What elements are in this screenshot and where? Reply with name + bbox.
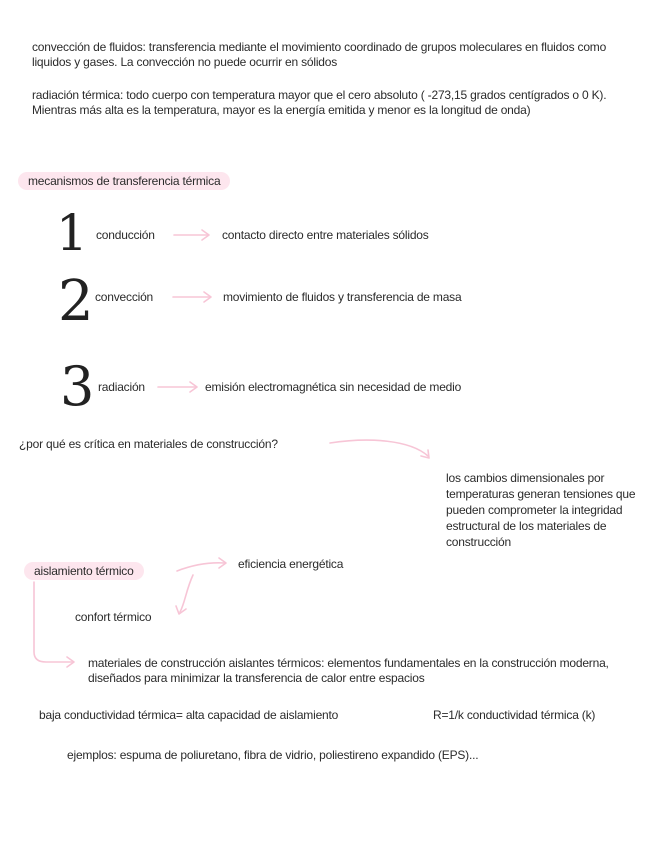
mechanism-desc-conduccion: contacto directo entre materiales sólidos xyxy=(222,228,429,242)
question-answer: los cambios dimensionales por temperaturas generan tensiones que pueden comprometer la integridad estructural de los materiales de construcción xyxy=(446,471,636,549)
radiacion-paragraph: radiación térmica: todo cuerpo con temperatura mayor que el cero absoluto ( -273,15 grados centígrados o 0 K). Mientras más alta es la temperatura, mayor es la energía emitida y menor es la longitud de onda) xyxy=(32,88,607,117)
arrow-materials xyxy=(34,582,74,667)
arrow-efficiency xyxy=(177,558,226,571)
mechanism-desc-radiacion: emisión electromagnética sin necesidad de medio xyxy=(205,380,462,394)
insulation-heading: aislamiento térmico xyxy=(24,562,144,580)
arrow-radiacion xyxy=(158,382,197,392)
conveccion-paragraph: convección de fluidos: transferencia mediante el movimiento coordinado de grupos moleculares en fluidos como liquidos y gases. La convección no puede ocurrir en sólidos xyxy=(32,40,607,69)
mechanisms-heading: mecanismos de transferencia térmica xyxy=(18,172,230,190)
arrow-conduccion xyxy=(174,230,209,240)
arrow-question xyxy=(330,440,429,458)
arrow-comfort xyxy=(176,575,193,614)
conductivity-text: baja conductividad térmica= alta capacidad de aislamiento xyxy=(39,708,339,722)
examples-text: ejemplos: espuma de poliuretano, fibra de vidrio, poliestireno expandido (EPS)... xyxy=(67,748,479,762)
mechanism-number-1: 1 xyxy=(56,204,88,262)
materials-paragraph: materiales de construcción aislantes térmicos: elementos fundamentales en la construcción moderna, diseñados para minimizar la transferencia de calor entre espacios xyxy=(88,656,609,685)
mechanism-number-3: 3 xyxy=(60,355,95,418)
mechanism-name-radiacion: radiación xyxy=(98,380,145,394)
comfort-label: confort térmico xyxy=(75,610,152,624)
mechanism-desc-conveccion: movimiento de fluidos y transferencia de masa xyxy=(223,290,462,304)
efficiency-label: eficiencia energética xyxy=(238,557,344,571)
arrow-conveccion xyxy=(173,292,211,302)
mechanism-number-2: 2 xyxy=(58,269,94,334)
question-text: ¿por qué es crítica en materiales de construcción? xyxy=(19,437,278,451)
mechanism-name-conveccion: convección xyxy=(95,290,154,304)
formula-text: R=1/k conductividad térmica (k) xyxy=(433,708,596,722)
mechanism-name-conduccion: conducción xyxy=(96,228,155,242)
